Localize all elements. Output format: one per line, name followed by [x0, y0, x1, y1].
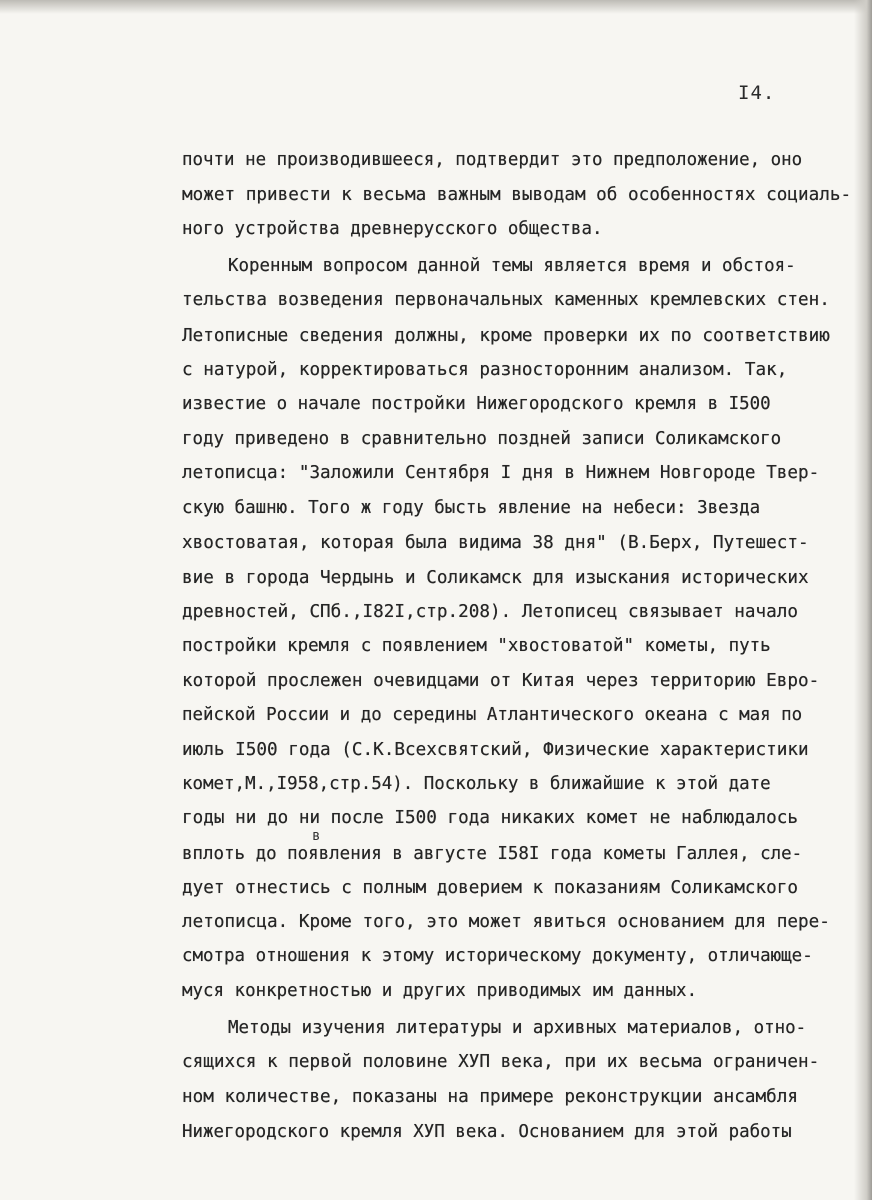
text-line: вие в города Чердынь и Соликамск для изыскания исторических — [182, 567, 809, 588]
page-number: I4. — [738, 82, 776, 104]
text-line: муся конкретностью и других приводимых им данных. — [182, 980, 698, 1001]
text-line: древностей, СПб.,I82I,стр.208). Летописец связывает начало — [182, 601, 798, 622]
text-line: годы ни до ни после I500 года никаких комет не наблюдалось — [182, 807, 798, 828]
text-line: пейской России и до середины Атлантического океана с мая по — [182, 704, 803, 725]
text-line: которой прослежен очевидцами от Китая через территорию Евро- — [182, 670, 820, 691]
handwritten-insertion-mark: в — [312, 828, 321, 844]
text-line: июль I500 года (С.К.Всехсвятский, Физические характеристики — [182, 739, 809, 760]
text-line: скую башню. Того ж году бысть явление на небеси: Звезда — [182, 497, 761, 518]
scan-top-shadow — [0, 0, 872, 14]
text-line: Коренным вопросом данной темы является время и обстоя- — [228, 255, 796, 276]
text-line: тельства возведения первоначальных каменных кремлевских стен. — [182, 289, 830, 310]
text-line: смотра отношения к этому историческому документу, отличающе- — [182, 945, 813, 966]
scan-right-shadow — [854, 0, 872, 1200]
text-line: летописца: "Заложили Сентября I дня в Нижнем Новгороде Твер- — [182, 462, 820, 483]
text-line: почти не производившееся, подтвердит это предположение, оно — [182, 149, 803, 170]
text-line: может привести к весьма важным выводам об особенностях социаль- — [182, 184, 852, 205]
text-line: комет,М.,I958,стр.54). Поскольку в ближайшие к этой дате — [182, 773, 771, 794]
text-line: сящихся к первой половине ХУП века, при их весьма ограничен- — [182, 1051, 820, 1072]
text-line: с натурой, корректироваться разносторонним анализом. Так, — [182, 359, 788, 380]
text-line: году приведено в сравнительно поздней записи Соликамского — [182, 428, 782, 449]
text-line: постройки кремля с появлением "хвостоватой" кометы, путь — [182, 635, 771, 656]
text-line: летописца. Кроме того, это может явиться основанием для пере- — [182, 911, 830, 932]
text-line: ном количестве, показаны на примере реконструкции ансамбля — [182, 1086, 798, 1107]
text-line: Нижегородского кремля ХУП века. Основанием для этой работы — [182, 1121, 792, 1142]
text-line: Летописные сведения должны, кроме проверки их по соответствию — [182, 325, 830, 346]
text-line: Методы изучения литературы и архивных материалов, отно- — [228, 1017, 807, 1038]
text-line: ного устройства древнерусского общества. — [182, 218, 603, 239]
text-line: известие о начале постройки Нижегородского кремля в I500 — [182, 393, 771, 414]
text-line: вплоть до появления в августе I58I года кометы Галлея, сле- — [182, 843, 803, 864]
text-line: дует отнестись с полным доверием к показаниям Соликамского — [182, 877, 798, 898]
text-line: хвостоватая, которая была видима 38 дня" (В.Берх, Путешест- — [182, 532, 809, 553]
